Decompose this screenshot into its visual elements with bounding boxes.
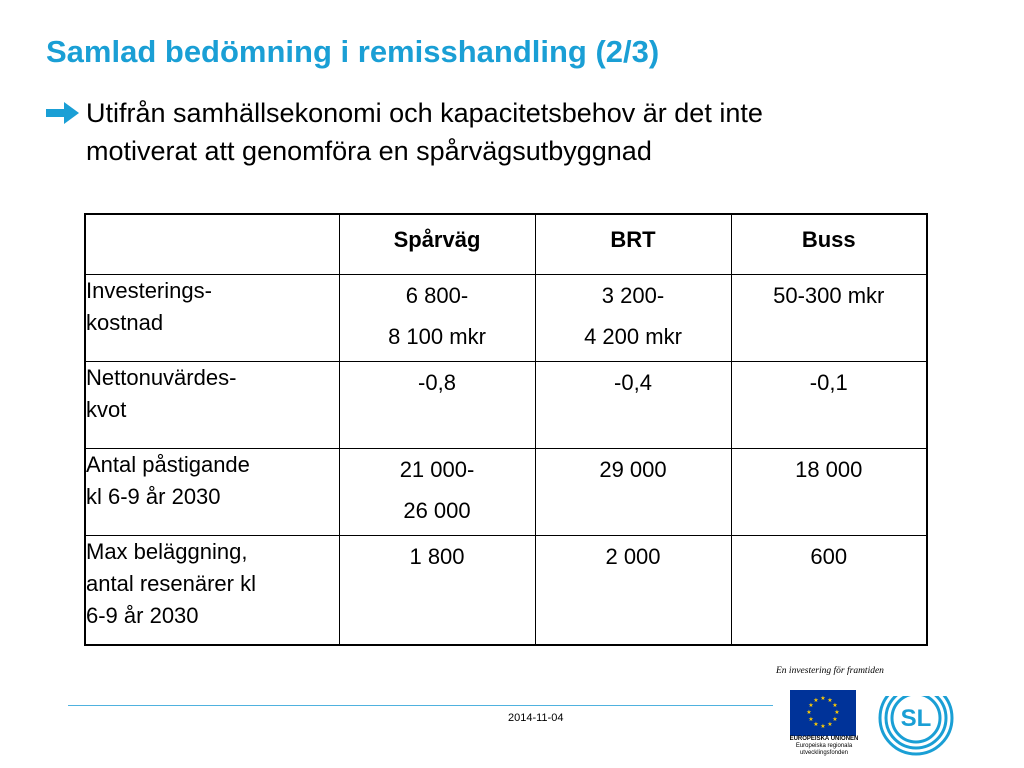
svg-text:★: ★ xyxy=(832,716,838,723)
cell-line: 600 xyxy=(810,543,848,569)
cell-line: -0,8 xyxy=(418,369,456,395)
table-row xyxy=(85,361,927,448)
header-cell-buss: Buss xyxy=(731,214,927,274)
table-cell xyxy=(339,448,535,535)
eu-caption-line: Europeiska regionala xyxy=(795,743,853,749)
cell-line: 21 000- xyxy=(399,456,475,482)
row-label-line: antal resenärer kl xyxy=(86,570,256,596)
cell-line: 1 800 xyxy=(409,543,465,569)
row-label-line: 6-9 år 2030 xyxy=(86,602,199,628)
svg-text:★: ★ xyxy=(808,716,814,723)
cell-line: 3 200- xyxy=(601,282,665,308)
svg-text:★: ★ xyxy=(808,702,814,709)
header-cell-brt: BRT xyxy=(535,214,731,274)
table-row xyxy=(85,274,927,361)
table-cell xyxy=(731,448,927,535)
cell-line: -0,1 xyxy=(809,369,848,395)
header-cell-empty xyxy=(85,214,339,274)
row-label-line: Investerings- xyxy=(86,277,212,303)
row-label-line: kl 6-9 år 2030 xyxy=(86,483,221,509)
table-header-row xyxy=(85,214,927,274)
comparison-table xyxy=(84,213,928,646)
svg-text:★: ★ xyxy=(832,702,838,709)
row-label xyxy=(85,448,339,535)
eu-caption xyxy=(782,736,866,757)
bullet-line: Utifrån samhällsekonomi och kapacitetsbehov är det inte xyxy=(86,98,763,128)
table-cell xyxy=(339,535,535,645)
table-cell xyxy=(731,361,927,448)
table-cell xyxy=(535,448,731,535)
cell-line: 26 000 xyxy=(403,497,471,523)
row-label-line: kvot xyxy=(86,396,127,422)
row-label xyxy=(85,361,339,448)
row-label-line: kostnad xyxy=(86,309,164,335)
cell-line: -0,4 xyxy=(614,369,652,395)
svg-text:★: ★ xyxy=(813,721,819,728)
table-cell xyxy=(731,274,927,361)
table-row xyxy=(85,535,927,645)
svg-text:★: ★ xyxy=(834,709,840,716)
cell-line: 4 200 mkr xyxy=(584,323,682,349)
svg-text:★: ★ xyxy=(820,723,826,730)
table-cell xyxy=(535,361,731,448)
table-cell xyxy=(731,535,927,645)
row-label-line: Nettonuvärdes- xyxy=(86,364,237,390)
eu-flag-icon xyxy=(790,690,856,736)
svg-text:★: ★ xyxy=(827,721,833,728)
bullet-point xyxy=(46,94,986,170)
header-cell-sparvag: Spårväg xyxy=(339,214,535,274)
row-label-line: Max beläggning, xyxy=(86,538,248,564)
row-label xyxy=(85,274,339,361)
sl-logo-text: SL xyxy=(900,705,932,732)
arrow-right-icon xyxy=(46,94,86,130)
cell-line: 18 000 xyxy=(795,456,863,482)
row-label xyxy=(85,535,339,645)
svg-text:★: ★ xyxy=(827,697,833,704)
table-row xyxy=(85,448,927,535)
table-cell xyxy=(535,274,731,361)
eu-caption-line: EUROPEISKA UNIONEN xyxy=(789,736,859,742)
cell-line: 8 100 mkr xyxy=(388,323,486,349)
svg-text:★: ★ xyxy=(806,709,812,716)
cell-line: 6 800- xyxy=(405,282,469,308)
svg-text:★: ★ xyxy=(813,697,819,704)
sl-logo xyxy=(874,676,958,760)
bullet-text xyxy=(86,94,763,170)
table-cell xyxy=(535,535,731,645)
svg-text:★: ★ xyxy=(820,695,826,702)
cell-line: 50-300 mkr xyxy=(773,282,885,308)
footer-divider xyxy=(68,705,773,706)
cell-line: 29 000 xyxy=(599,456,667,482)
slide-title: Samlad bedömning i remisshandling (2/3) xyxy=(46,34,660,69)
cell-line: 2 000 xyxy=(605,543,661,569)
footer-date: 2014-11-04 xyxy=(508,712,564,724)
table-cell xyxy=(339,361,535,448)
footer-tagline: En investering för framtiden xyxy=(776,666,884,676)
eu-caption-line: utvecklingsfonden xyxy=(799,750,849,756)
bullet-line: motiverat att genomföra en spårvägsutbyggnad xyxy=(86,136,652,166)
row-label-line: Antal påstigande xyxy=(86,451,250,477)
table-cell xyxy=(339,274,535,361)
